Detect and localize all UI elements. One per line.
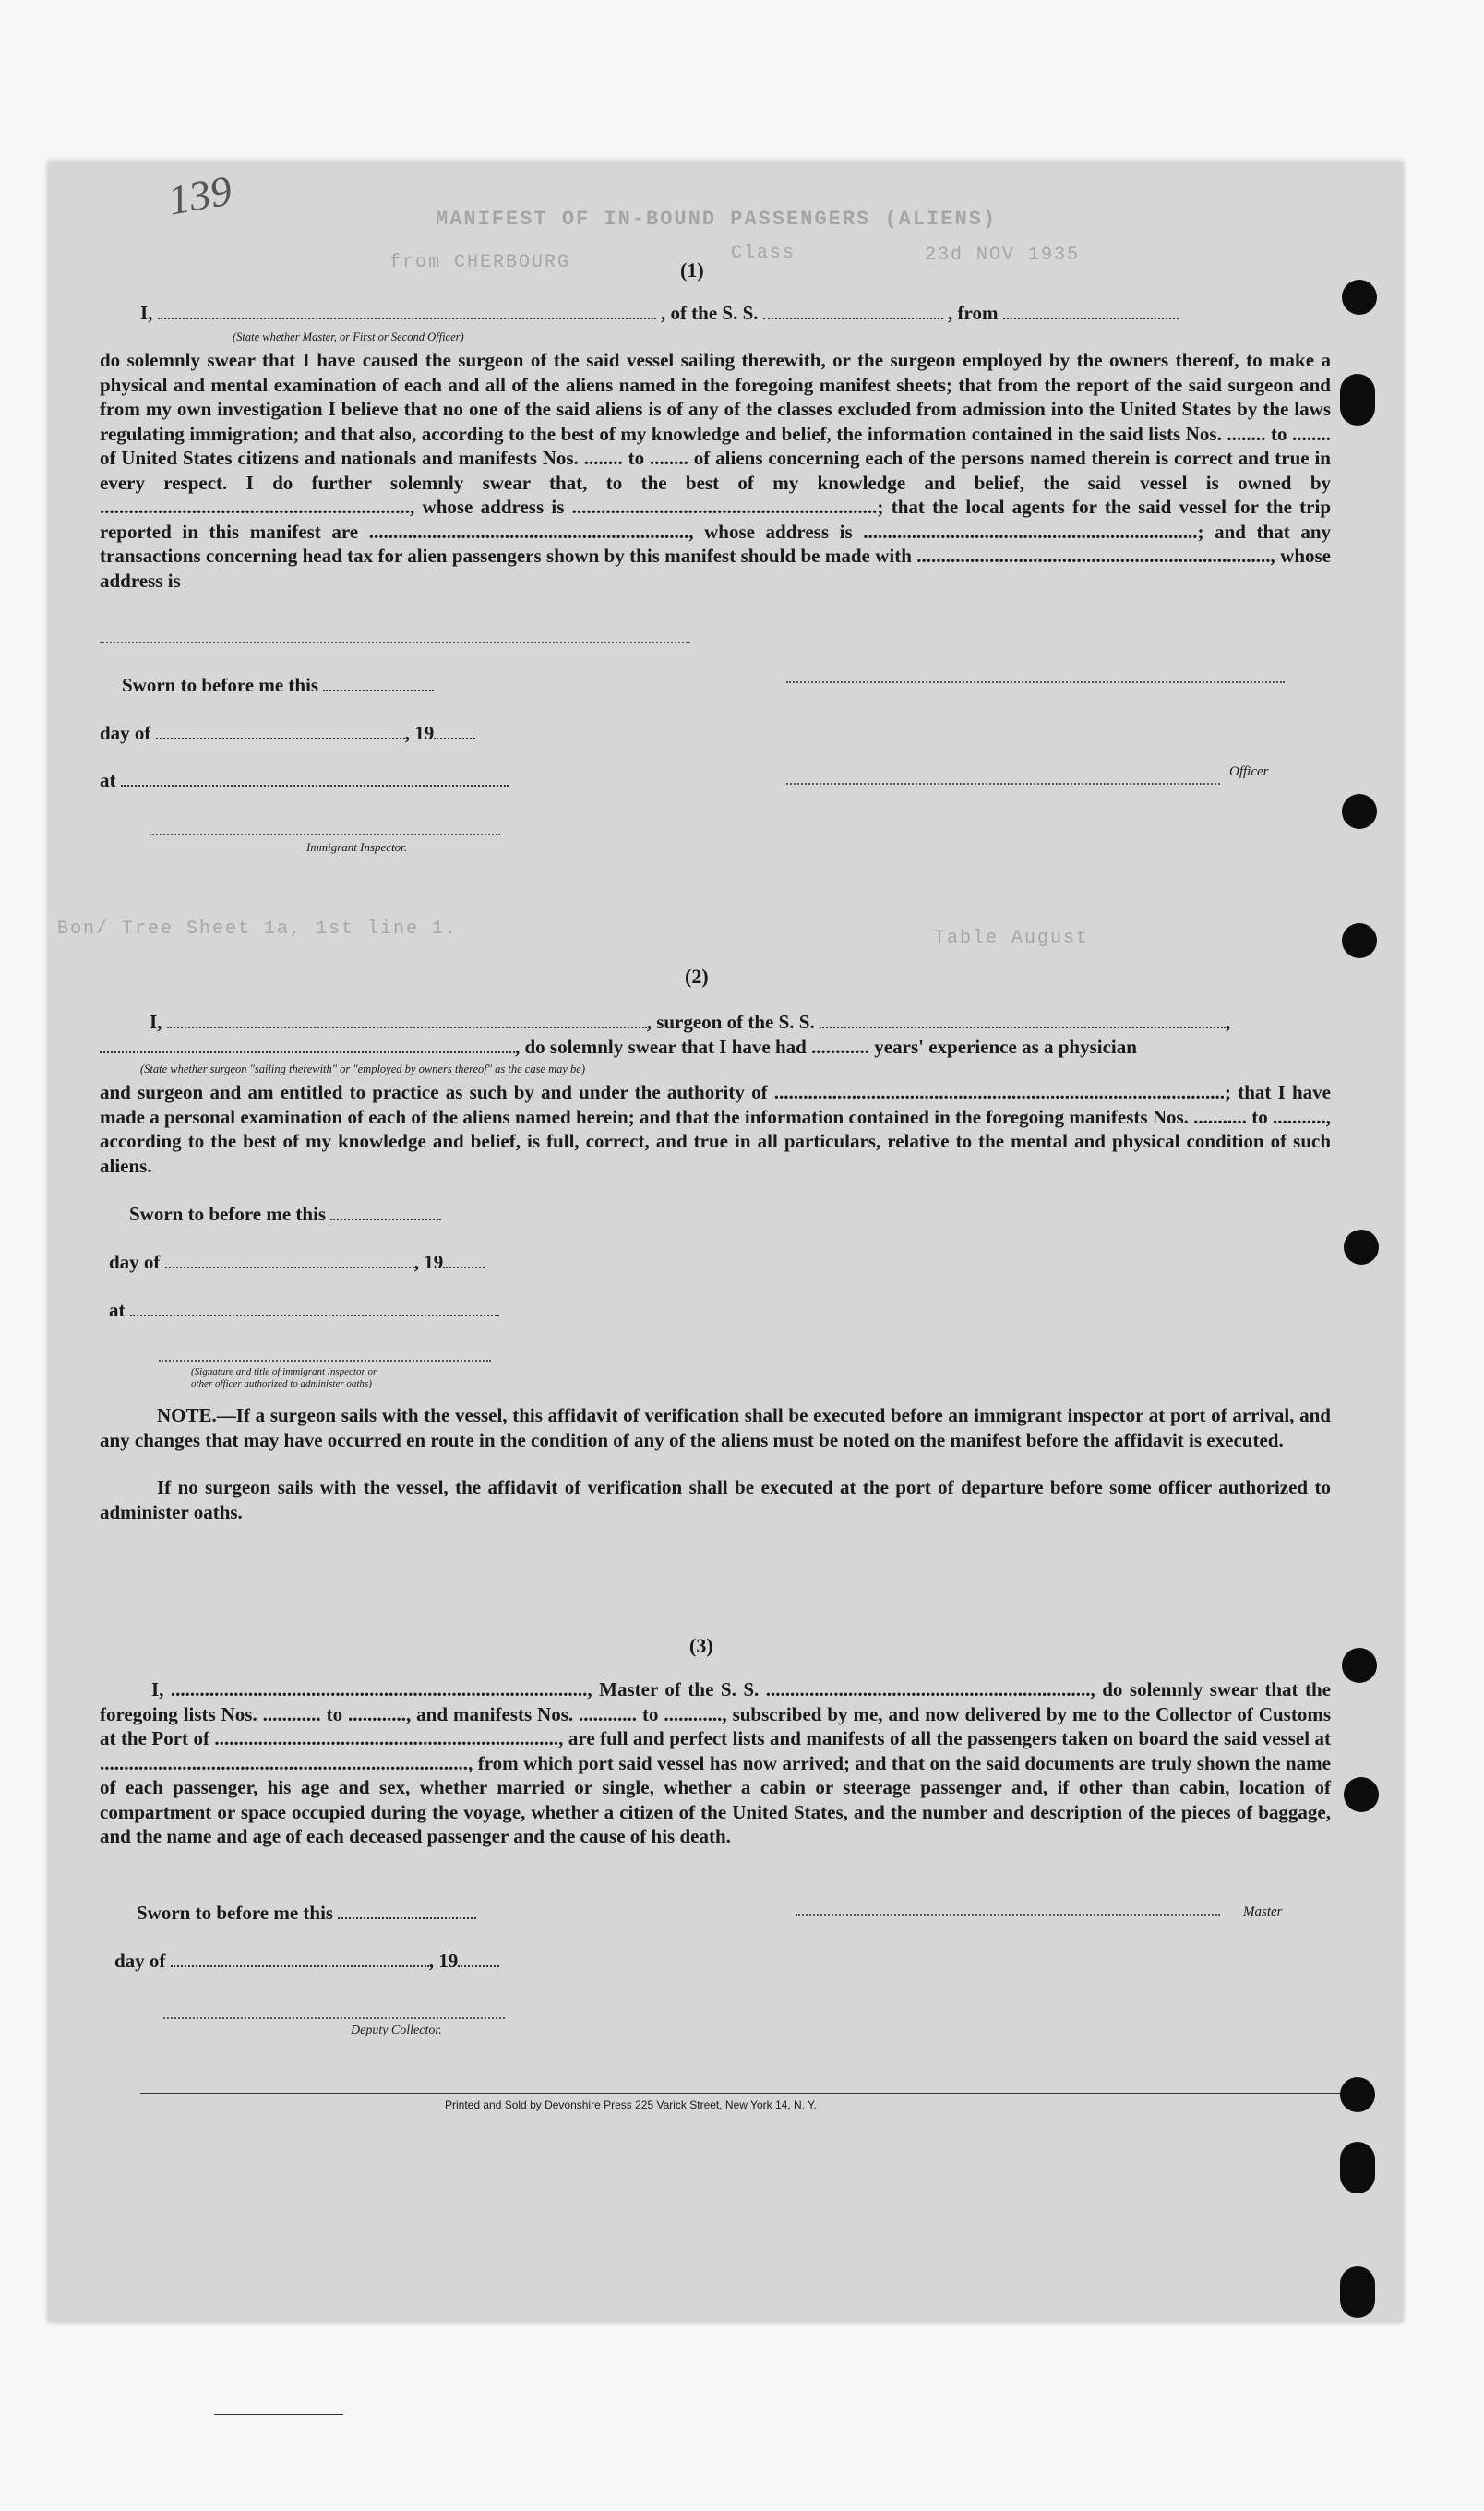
ghost-row-1: Bon/ Tree Sheet 1a, 1st line 1. — [57, 919, 459, 940]
binder-hole-1 — [1342, 280, 1377, 315]
section-1-at: at — [100, 769, 509, 792]
binder-hole-9 — [1340, 2142, 1375, 2193]
officer-label: Officer — [1229, 764, 1269, 779]
binder-hole-10 — [1340, 2266, 1375, 2318]
section-2-at: at — [109, 1299, 499, 1322]
master-label: Master — [1243, 1904, 1283, 1919]
section-2-oath-line: I, , surgeon of the S. S. , — [150, 1011, 1231, 1033]
section-2-sworn: Sworn to before me this — [129, 1203, 441, 1226]
section-2-number: (2) — [685, 965, 709, 988]
section-2-day: day of , 19 — [109, 1251, 485, 1274]
document-page — [48, 162, 1403, 2322]
ghost-row-2: Table August — [934, 928, 1090, 949]
binder-hole-7 — [1344, 1777, 1379, 1812]
section-1-sworn: Sworn to before me this — [122, 674, 434, 697]
handwritten-page-number: 139 — [164, 166, 235, 224]
section-3-number: (3) — [689, 1634, 713, 1657]
section-1-blank-line — [100, 642, 690, 643]
collector-signature-line — [163, 2017, 505, 2019]
printer-credit: Printed and Sold by Devonshire Press 225 Varick Street, New York 14, N. Y. — [445, 2098, 817, 2111]
section-2-signature-line — [159, 1360, 491, 1362]
ghost-date: 23d NOV 1935 — [925, 245, 1081, 266]
section-2-body: and surgeon and am entitled to practice as such by and under the authority of .............................................................................................; that I have made a personal examination of each of the aliens named herein; and that the information contained in the foregoing manifests Nos. ........... to ..........., according to the best of my knowledge and belief, is full, correct, and true in all particulars, relative to the mental and physical condition of such aliens. — [100, 1081, 1331, 1177]
officer-type-note: (State whether Master, or First or Second Officer) — [233, 330, 464, 343]
section-1-body: do solemnly swear that I have caused the surgeon of the said vessel sailing therewith, or the surgeon employed by the owners thereof, to make a physical and mental examination of each and all of the aliens named in the foregoing manifest sheets; that from the report of the said surgeon and from my own investigation I believe that no one of the said aliens is of any of the classes excluded from admission into the United States by the laws regulating immigration; and that also, according to the best of my knowledge and belief, the information contained in the said lists Nos. ........ to ........ of United States citizens and nationals and manifests Nos. ........ to ........ of aliens concerning each of the persons named therein is correct and true in every respect. I do further solemnly swear that, to the best of my knowledge and belief, the said vessel is owned by ................................................................, whose address is ...............................................................; that the local agents for the said vessel for the trip reported in this manifest are .................................................................., whose address is .....................................................................; and that any transactions concerning head tax for alien passengers shown by this manifest should be made with ........................................................................., whose address is — [100, 349, 1331, 592]
section-2-swear-line: , do solemnly swear that I have had ............ years' experience as a physician — [100, 1036, 1137, 1059]
officer-signature-line-1 — [786, 681, 1285, 683]
ghost-title: MANIFEST OF IN-BOUND PASSENGERS (ALIENS) — [436, 208, 998, 231]
footer-rule — [140, 2093, 1358, 2094]
section-1-day: day of , 19 — [100, 722, 475, 745]
no-surgeon-note: If no surgeon sails with the vessel, the affidavit of verification shall be executed at the port of departure before some officer authorized to administer oaths. — [100, 1476, 1331, 1523]
binder-hole-5 — [1344, 1230, 1379, 1265]
deputy-collector-label: Deputy Collector. — [351, 2024, 442, 2037]
section-3-day: day of , 19 — [114, 1950, 499, 1973]
section-3-sworn: Sworn to before me this — [137, 1902, 476, 1925]
ghost-class: Class — [731, 243, 796, 264]
immigrant-inspector-label: Immigrant Inspector. — [306, 840, 408, 854]
binder-hole-2 — [1340, 374, 1375, 426]
binder-hole-6 — [1342, 1648, 1377, 1683]
section-1-oath-line: I, , of the S. S. , from — [140, 302, 1179, 325]
surgeon-note: NOTE.—If a surgeon sails with the vessel, this affidavit of verification shall be executed before an immigrant inspector at port of arrival, and any changes that may have occurred en route in the condition of any of the aliens must be noted on the manifest before the affidavit is executed. — [100, 1404, 1331, 1451]
surgeon-type-note: (State whether surgeon "sailing therewith" or "employed by owners thereof" as the case may be) — [140, 1063, 586, 1075]
officer-signature-line-2 — [786, 783, 1220, 785]
master-signature-line — [796, 1914, 1220, 1916]
signature-note-2: other officer authorized to administer oaths) — [191, 1378, 372, 1389]
inspector-signature-line — [150, 834, 500, 835]
lower-margin-mark — [214, 2414, 343, 2415]
section-3-body: I, ......................................................................................, Master of the S. S. ..................................................................., do solemnly swear that the foregoing lists Nos. ............ to ............, and manifests Nos. ............ to ............, subscribed by me, and now delivered by me to the Collector of Customs at the Port of ......................................................................., are full and perfect lists and manifests of all the passengers taken on board the said vessel at ............................................................................, from which port said vessel has now arrived; and that on the said documents are truly shown the name of each passenger, his age and sex, whether married or single, whether a cabin or steerage passenger and, if other than cabin, location of compartment or space occupied during the voyage, whether a citizen of the United States, and the number and description of the pieces of baggage, and the name and age of each deceased passenger and the cause of his death. — [100, 1678, 1331, 1847]
ghost-from: from CHERBOURG — [389, 252, 571, 273]
binder-hole-4 — [1342, 923, 1377, 958]
binder-hole-8 — [1340, 2077, 1375, 2112]
binder-hole-3 — [1342, 794, 1377, 829]
signature-note-1: (Signature and title of immigrant inspector or — [191, 1366, 377, 1377]
section-1-number: (1) — [680, 258, 704, 282]
